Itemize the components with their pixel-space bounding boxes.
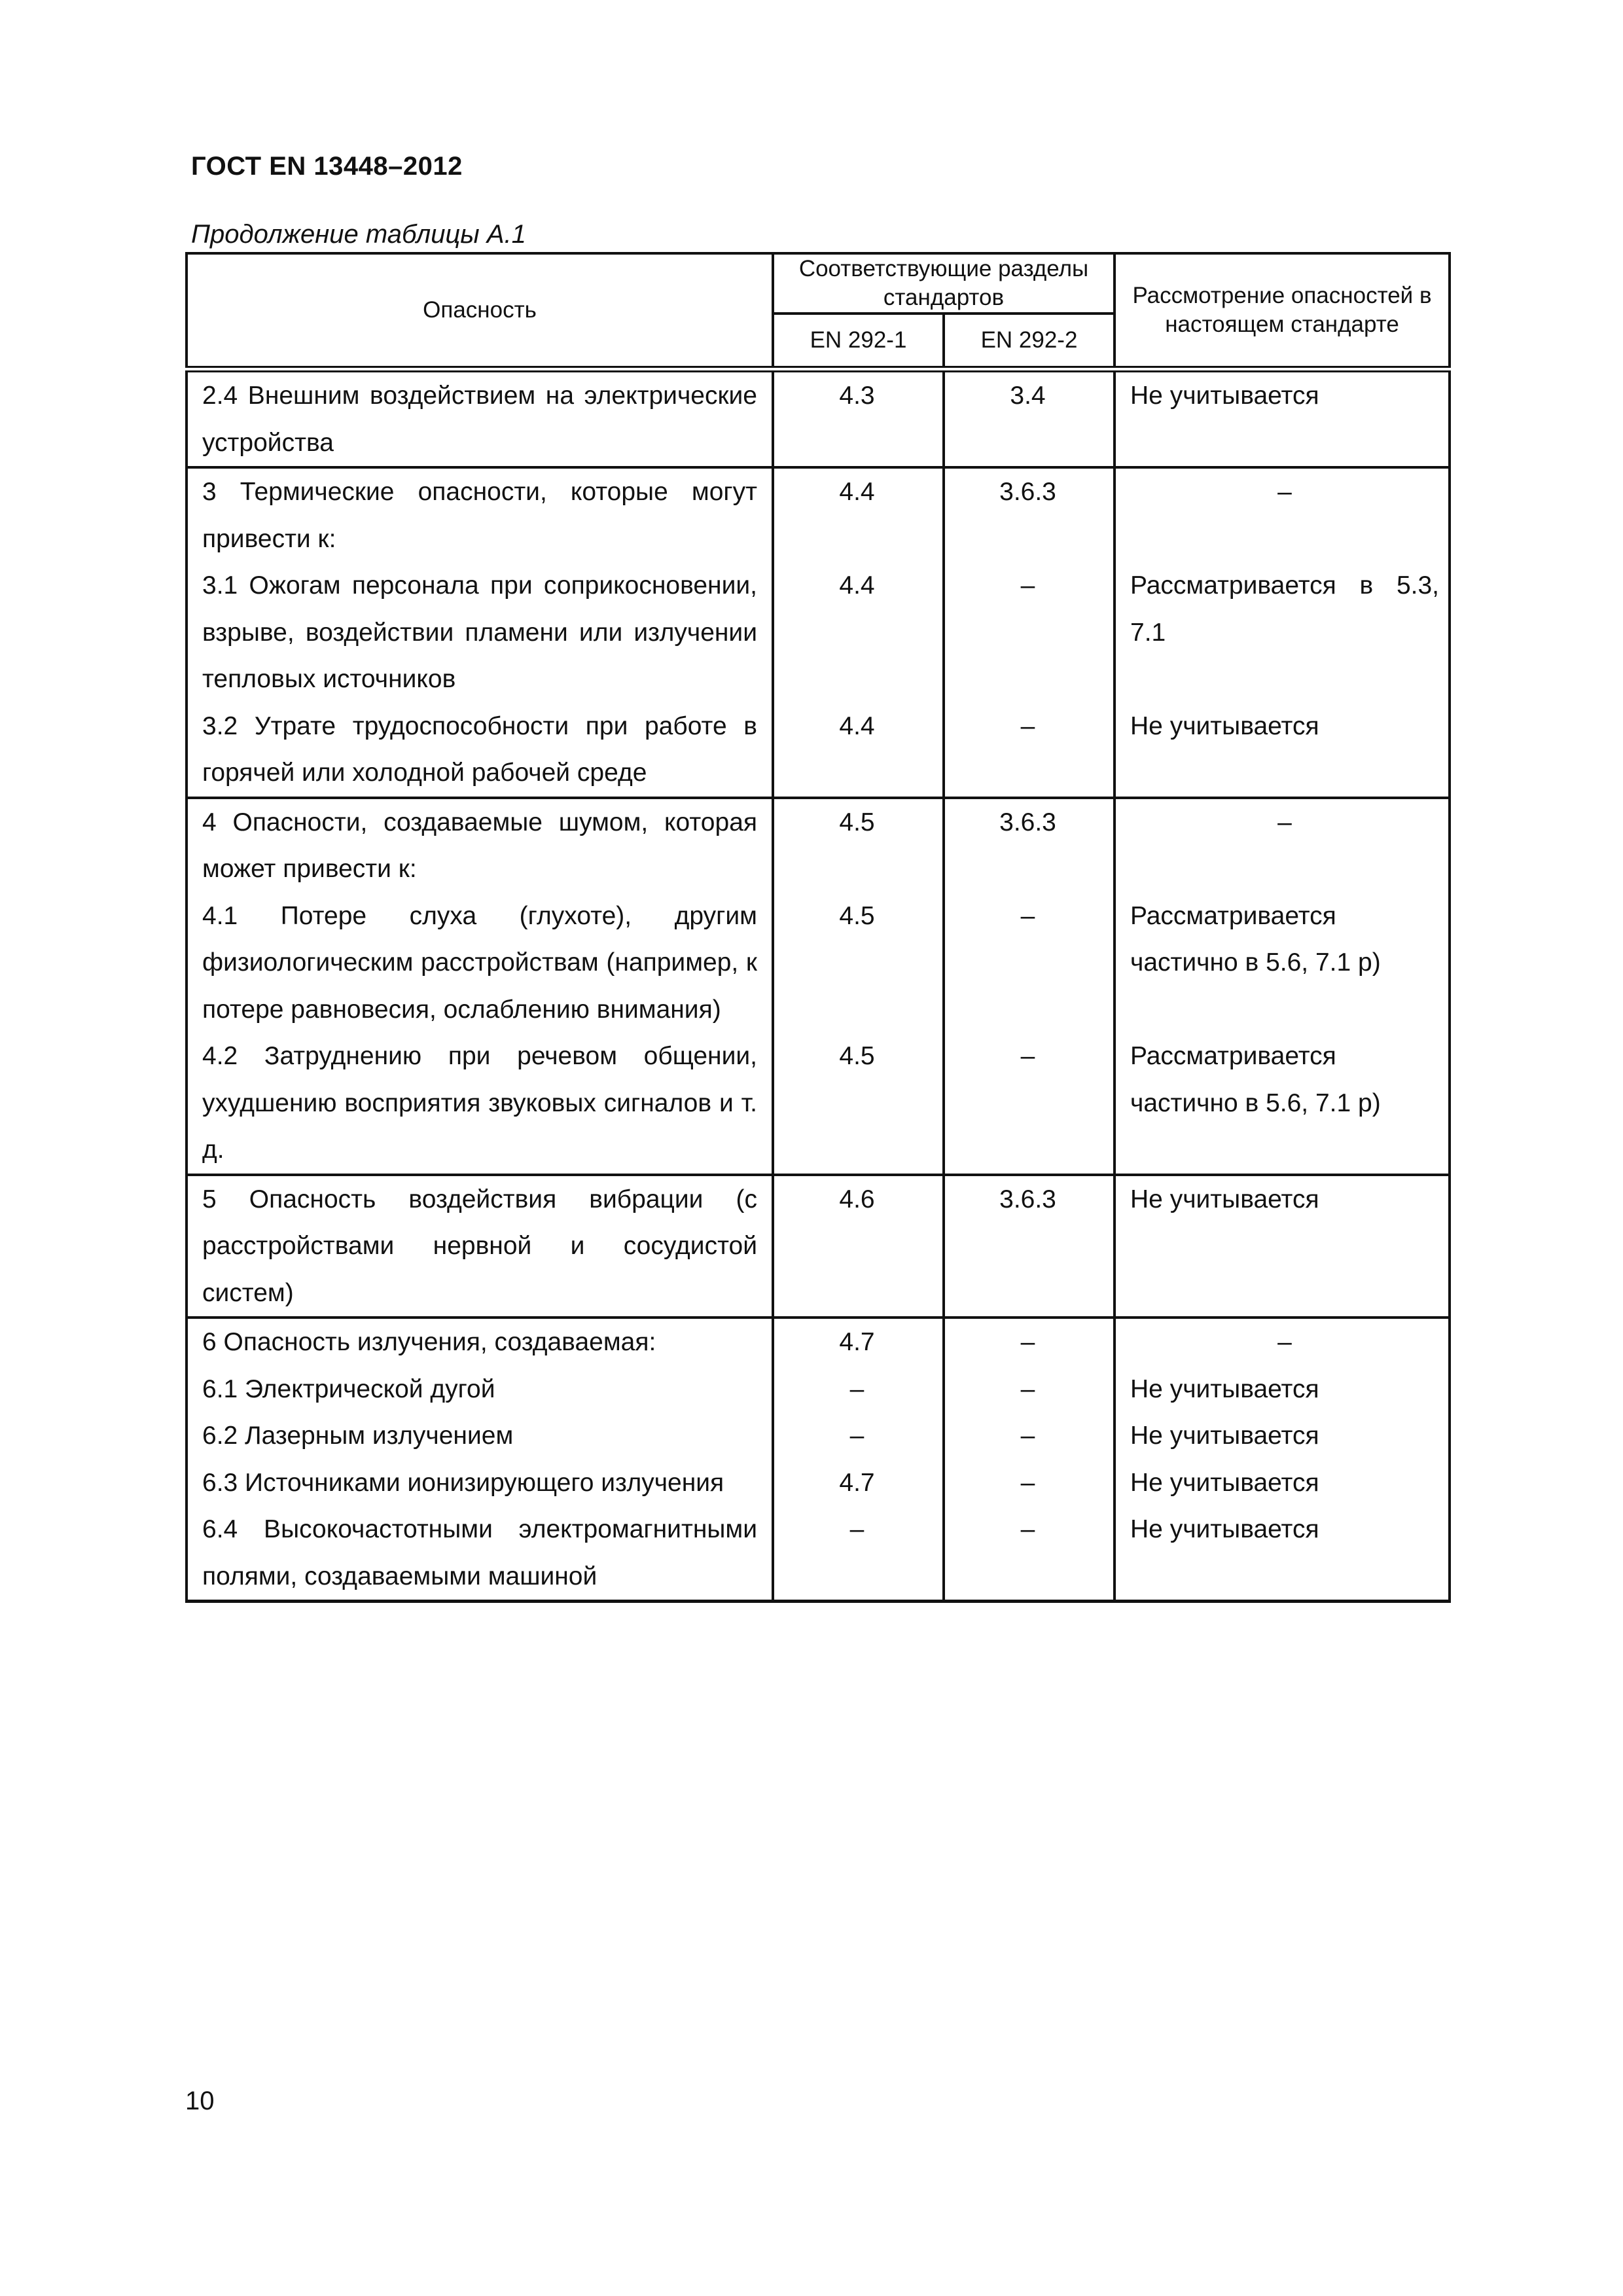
en-292-1-cell: 4.4 bbox=[773, 562, 944, 703]
table-caption: Продолжение таблицы А.1 bbox=[191, 220, 526, 249]
consideration-cell: Рассматривается частично в 5.6, 7.1 р) bbox=[1115, 1033, 1450, 1175]
en-292-2-cell: – bbox=[944, 893, 1115, 1033]
table-row bbox=[187, 798, 1450, 893]
table-row bbox=[187, 1033, 1450, 1175]
hazard-cell: 2.4 Внешним воздействием на электрические устройства bbox=[187, 369, 773, 467]
consideration-cell: Не учитывается bbox=[1115, 1460, 1450, 1507]
en-292-1-cell: 4.7 bbox=[773, 1318, 944, 1366]
header-en-292-1: EN 292-1 bbox=[773, 314, 944, 369]
en-292-2-cell: – bbox=[944, 1412, 1115, 1460]
table-row bbox=[187, 467, 1450, 562]
header-consideration: Рассмотрение опасностей в настоящем стандарте bbox=[1115, 253, 1450, 369]
en-292-1-cell: – bbox=[773, 1506, 944, 1602]
table-row bbox=[187, 1318, 1450, 1366]
en-292-2-cell: 3.6.3 bbox=[944, 1175, 1115, 1318]
header-en-292-2: EN 292-2 bbox=[944, 314, 1115, 369]
en-292-1-cell: – bbox=[773, 1366, 944, 1413]
header-sections: Соответствующие разделы стандартов bbox=[773, 253, 1115, 314]
hazard-cell: 3.2 Утрате трудоспособности при работе в горячей или холодной рабочей среде bbox=[187, 703, 773, 798]
document-header: ГОСТ EN 13448–2012 bbox=[191, 152, 463, 181]
table-row bbox=[187, 1366, 1450, 1413]
consideration-cell: Рассматривается в 5.3, 7.1 bbox=[1115, 562, 1450, 703]
consideration-cell: – bbox=[1115, 1318, 1450, 1366]
table-row bbox=[187, 893, 1450, 1033]
consideration-cell: Не учитывается bbox=[1115, 1506, 1450, 1602]
consideration-cell: Не учитывается bbox=[1115, 1175, 1450, 1318]
hazard-cell: 3 Термические опасности, которые могут привести к: bbox=[187, 467, 773, 562]
consideration-cell: – bbox=[1115, 798, 1450, 893]
consideration-cell: – bbox=[1115, 467, 1450, 562]
table-row bbox=[187, 562, 1450, 703]
hazard-cell: 6.1 Электрической дугой bbox=[187, 1366, 773, 1413]
en-292-2-cell: 3.4 bbox=[944, 369, 1115, 467]
en-292-1-cell: 4.5 bbox=[773, 893, 944, 1033]
hazard-cell: 5 Опасность воздействия вибрации (с расстройствами нервной и сосудистой систем) bbox=[187, 1175, 773, 1318]
hazard-cell: 6 Опасность излучения, создаваемая: bbox=[187, 1318, 773, 1366]
en-292-2-cell: – bbox=[944, 1506, 1115, 1602]
hazards-table bbox=[185, 252, 1451, 1603]
consideration-cell: Рассматривается частично в 5.6, 7.1 р) bbox=[1115, 893, 1450, 1033]
en-292-2-cell: – bbox=[944, 1366, 1115, 1413]
page-number: 10 bbox=[185, 2087, 215, 2115]
en-292-2-cell: – bbox=[944, 703, 1115, 798]
en-292-2-cell: – bbox=[944, 562, 1115, 703]
consideration-cell: Не учитывается bbox=[1115, 703, 1450, 798]
en-292-2-cell: – bbox=[944, 1318, 1115, 1366]
en-292-1-cell: 4.7 bbox=[773, 1460, 944, 1507]
hazard-cell: 6.4 Высокочастотными электромагнитными полями, создаваемыми машиной bbox=[187, 1506, 773, 1602]
en-292-1-cell: 4.6 bbox=[773, 1175, 944, 1318]
en-292-1-cell: – bbox=[773, 1412, 944, 1460]
en-292-2-cell: – bbox=[944, 1460, 1115, 1507]
consideration-cell: Не учитывается bbox=[1115, 369, 1450, 467]
hazard-cell: 6.3 Источниками ионизирующего излучения bbox=[187, 1460, 773, 1507]
table-row bbox=[187, 1506, 1450, 1602]
table-row bbox=[187, 1175, 1450, 1318]
en-292-2-cell: 3.6.3 bbox=[944, 467, 1115, 562]
hazard-cell: 4 Опасности, создаваемые шумом, которая может привести к: bbox=[187, 798, 773, 893]
en-292-1-cell: 4.5 bbox=[773, 798, 944, 893]
en-292-2-cell: – bbox=[944, 1033, 1115, 1175]
consideration-cell: Не учитывается bbox=[1115, 1366, 1450, 1413]
consideration-cell: Не учитывается bbox=[1115, 1412, 1450, 1460]
en-292-1-cell: 4.5 bbox=[773, 1033, 944, 1175]
table-row bbox=[187, 1412, 1450, 1460]
hazard-cell: 4.2 Затруднению при речевом общении, ухудшению восприятия звуковых сигналов и т. д. bbox=[187, 1033, 773, 1175]
table-row bbox=[187, 369, 1450, 467]
en-292-1-cell: 4.4 bbox=[773, 467, 944, 562]
header-hazard: Опасность bbox=[187, 253, 773, 369]
en-292-2-cell: 3.6.3 bbox=[944, 798, 1115, 893]
en-292-1-cell: 4.3 bbox=[773, 369, 944, 467]
table-row bbox=[187, 703, 1450, 798]
hazard-cell: 6.2 Лазерным излучением bbox=[187, 1412, 773, 1460]
hazard-cell: 4.1 Потере слуха (глухоте), другим физиологическим расстройствам (например, к потере равновесия, ослаблению внимания) bbox=[187, 893, 773, 1033]
hazard-cell: 3.1 Ожогам персонала при соприкосновении, взрыве, воздействии пламени или излучении тепловых источников bbox=[187, 562, 773, 703]
table-row bbox=[187, 1460, 1450, 1507]
en-292-1-cell: 4.4 bbox=[773, 703, 944, 798]
